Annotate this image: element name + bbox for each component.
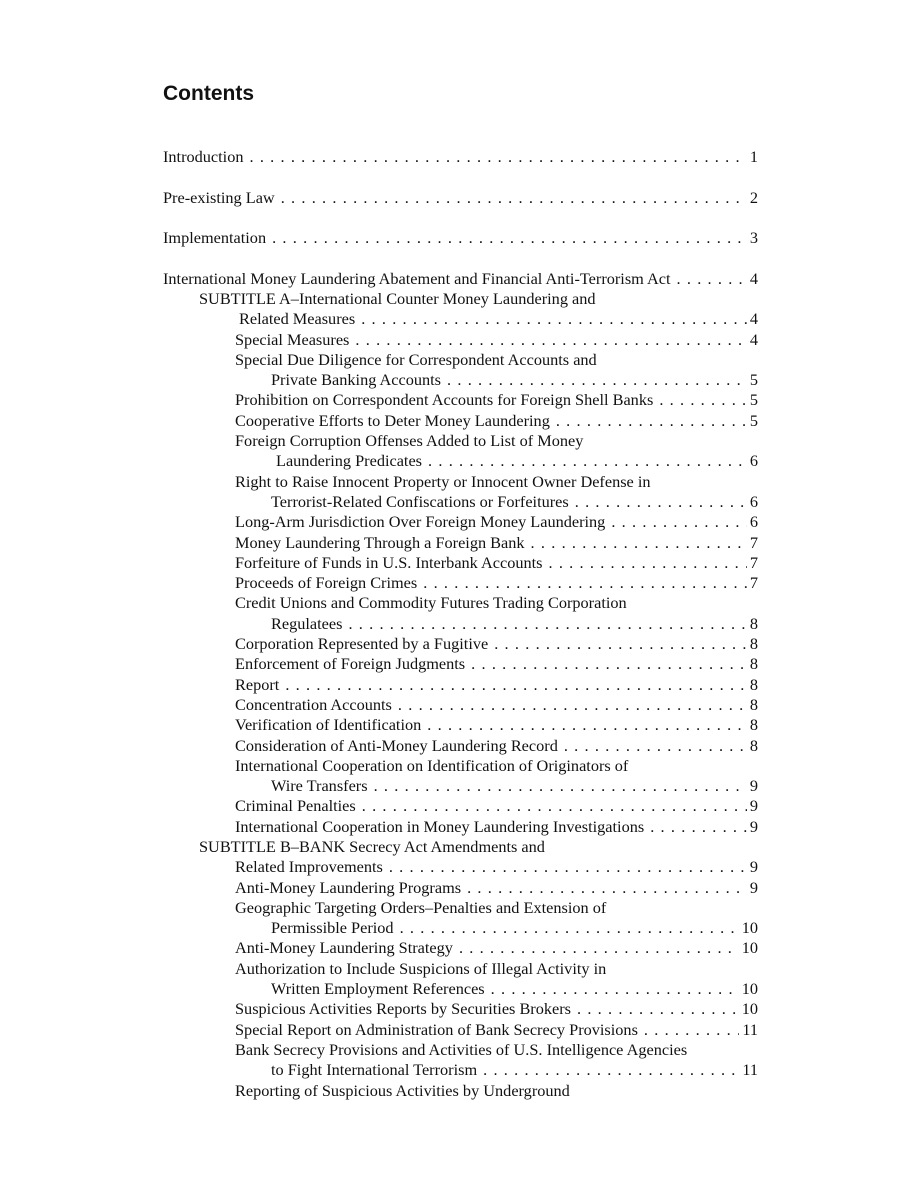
toc-entry-subtitle-b-line1[interactable]: SUBTITLE B–BANK Secrecy Act Amendments and <box>199 837 545 856</box>
dot-leader <box>249 147 746 167</box>
toc-page-number: 4 <box>749 269 758 288</box>
toc-entry-foreign-bank[interactable] <box>235 533 758 553</box>
dot-leader <box>361 309 747 329</box>
toc-entry-title: Anti-Money Laundering Strategy <box>235 938 453 957</box>
toc-entry-title: Laundering Predicates <box>276 451 423 470</box>
toc-page-number: 3 <box>749 228 758 247</box>
toc-entry-title: Anti-Money Laundering Programs <box>235 878 462 897</box>
toc-page-number: 5 <box>749 411 758 430</box>
toc-entry-title: Implementation <box>163 228 267 247</box>
dot-leader <box>659 390 747 410</box>
dot-leader <box>389 857 747 877</box>
toc-page-number: 8 <box>749 634 758 653</box>
dot-leader <box>611 512 747 532</box>
dot-leader <box>459 938 739 958</box>
toc-entry-title: Special Report on Administration of Bank Secrecy Provisions <box>235 1020 638 1039</box>
dot-leader <box>427 715 747 735</box>
toc-entry-preexisting-law[interactable] <box>163 188 758 208</box>
toc-entry-aml-strategy[interactable] <box>235 938 758 958</box>
toc-entry-credit-unions[interactable] <box>271 614 758 634</box>
toc-entry-innocent-owner[interactable] <box>271 492 758 512</box>
dot-leader <box>281 188 747 208</box>
toc-page-number: 4 <box>749 309 758 328</box>
toc-entry-foreign-corruption-line1[interactable]: Foreign Corruption Offenses Added to List of Money <box>235 431 584 450</box>
toc-page-number: 5 <box>749 390 758 409</box>
toc-page-number: 11 <box>742 1060 758 1079</box>
toc-entry-intelligence-agencies[interactable] <box>271 1060 758 1080</box>
toc-entry-special-report[interactable] <box>235 1020 758 1040</box>
dot-leader <box>355 330 746 350</box>
dot-leader <box>575 492 747 512</box>
toc-entry-implementation[interactable] <box>163 228 758 248</box>
dot-leader <box>362 796 747 816</box>
toc-page-number: 1 <box>749 147 758 166</box>
dot-leader <box>428 451 747 471</box>
toc-entry-subtitle-a[interactable] <box>239 309 758 329</box>
toc-entry-title: Forfeiture of Funds in U.S. Interbank Accounts <box>235 553 543 572</box>
toc-entry-aml-record[interactable] <box>235 736 758 756</box>
toc-page-number: 9 <box>749 776 758 795</box>
toc-page-number: 10 <box>741 918 758 937</box>
toc-entry-underground-line1[interactable]: Reporting of Suspicious Activities by Underground <box>235 1081 570 1100</box>
toc-entry-title: Proceeds of Foreign Crimes <box>235 573 418 592</box>
toc-entry-credit-unions-line1[interactable]: Credit Unions and Commodity Futures Trading Corporation <box>235 593 627 612</box>
toc-page-number: 8 <box>749 675 758 694</box>
toc-entry-title: Permissible Period <box>271 918 394 937</box>
toc-entry-wire-transfers[interactable] <box>271 776 758 796</box>
toc-entry-title: Related Measures <box>239 309 356 328</box>
toc-page-number: 2 <box>749 188 758 207</box>
toc-entry-title: Special Measures <box>235 330 350 349</box>
toc-page-number: 7 <box>749 533 758 552</box>
toc-page-number: 8 <box>749 654 758 673</box>
toc-entry-title: Regulatees <box>271 614 343 633</box>
toc-page-number: 8 <box>749 715 758 734</box>
toc-page-number: 9 <box>749 857 758 876</box>
toc-entry-fugitive[interactable] <box>235 634 758 654</box>
toc-entry-title: Report <box>235 675 280 694</box>
toc-entry-aml-programs[interactable] <box>235 878 758 898</box>
toc-page-number: 10 <box>741 979 758 998</box>
toc-entry-subtitle-b[interactable] <box>235 857 758 877</box>
toc-entry-cooperative-efforts[interactable] <box>235 411 758 431</box>
toc-entry-international-act[interactable] <box>163 269 758 289</box>
toc-entry-foreign-crimes[interactable] <box>235 573 758 593</box>
toc-entry-title: Written Employment References <box>271 979 485 998</box>
toc-entry-title: Enforcement of Foreign Judgments <box>235 654 466 673</box>
dot-leader <box>374 776 747 796</box>
toc-entry-title: Pre-existing Law <box>163 188 275 207</box>
dot-leader <box>644 1020 739 1040</box>
toc-entry-verification[interactable] <box>235 715 758 735</box>
dot-leader <box>398 695 747 715</box>
toc-entry-innocent-owner-line1[interactable]: Right to Raise Innocent Property or Innocent Owner Defense in <box>235 472 651 491</box>
toc-page-number: 10 <box>741 938 758 957</box>
toc-entry-introduction[interactable] <box>163 147 758 167</box>
toc-entry-title: Verification of Identification <box>235 715 422 734</box>
toc-entry-title: International Money Laundering Abatement and Financial Anti-Terrorism Act <box>163 269 671 288</box>
toc-entry-special-measures[interactable] <box>235 330 758 350</box>
dot-leader <box>285 675 747 695</box>
dot-leader <box>564 736 747 756</box>
toc-entry-title: Private Banking Accounts <box>271 370 442 389</box>
toc-entry-foreign-corruption[interactable] <box>276 451 758 471</box>
toc-page-number: 4 <box>749 330 758 349</box>
toc-page-number: 6 <box>749 512 758 531</box>
toc-entry-intelligence-agencies-line1[interactable]: Bank Secrecy Provisions and Activities of U.S. Intelligence Agencies <box>235 1040 688 1059</box>
toc-entry-title: Terrorist-Related Confiscations or Forfeitures <box>271 492 569 511</box>
dot-leader <box>677 269 747 289</box>
toc-entry-intl-cooperation-investigations[interactable] <box>235 817 758 837</box>
toc-entry-interbank-accounts[interactable] <box>235 553 758 573</box>
toc-page-number: 10 <box>741 999 758 1018</box>
toc-page-number: 7 <box>749 553 758 572</box>
toc-entry-geographic-targeting-line1[interactable]: Geographic Targeting Orders–Penalties and Extension of <box>235 898 607 917</box>
dot-leader <box>483 1060 739 1080</box>
toc-entry-criminal-penalties[interactable] <box>235 796 758 816</box>
toc-entry-foreign-judgments[interactable] <box>235 654 758 674</box>
toc-entry-title: International Cooperation in Money Laundering Investigations <box>235 817 645 836</box>
toc-page-number: 11 <box>742 1020 758 1039</box>
dot-leader <box>400 918 739 938</box>
toc-entry-title: Cooperative Efforts to Deter Money Laundering <box>235 411 550 430</box>
toc-entry-securities-brokers[interactable] <box>235 999 758 1019</box>
toc-page-number: 6 <box>749 492 758 511</box>
toc-entry-prohibition-shell-banks[interactable] <box>235 390 758 410</box>
toc-page-number: 9 <box>749 796 758 815</box>
toc-entry-report[interactable] <box>235 675 758 695</box>
toc-entry-title: Introduction <box>163 147 244 166</box>
dot-leader <box>471 654 747 674</box>
toc-page-number: 6 <box>749 451 758 470</box>
dot-leader <box>531 533 747 553</box>
toc-entry-employment-references-line1[interactable]: Authorization to Include Suspicions of Illegal Activity in <box>235 959 607 978</box>
dot-leader <box>577 999 739 1019</box>
dot-leader <box>348 614 746 634</box>
toc-page-number: 9 <box>749 878 758 897</box>
toc-entry-subtitle-a-line1[interactable]: SUBTITLE A–International Counter Money Laundering and <box>199 289 596 308</box>
toc-page-number: 8 <box>749 695 758 714</box>
toc-entry-long-arm[interactable] <box>235 512 758 532</box>
toc-entry-title: Prohibition on Correspondent Accounts for Foreign Shell Banks <box>235 390 654 409</box>
dot-leader <box>556 411 747 431</box>
toc-entry-title: Related Improvements <box>235 857 383 876</box>
toc-entry-title: Wire Transfers <box>271 776 368 795</box>
toc-entry-title: Long-Arm Jurisdiction Over Foreign Money Laundering <box>235 512 606 531</box>
dot-leader <box>549 553 747 573</box>
toc-entry-geographic-targeting[interactable] <box>271 918 758 938</box>
toc-entry-employment-references[interactable] <box>271 979 758 999</box>
dot-leader <box>423 573 747 593</box>
toc-entry-title: Suspicious Activities Reports by Securities Brokers <box>235 999 571 1018</box>
toc-entry-title: Criminal Penalties <box>235 796 356 815</box>
toc-entry-title: Corporation Represented by a Fugitive <box>235 634 489 653</box>
toc-page-number: 9 <box>749 817 758 836</box>
dot-leader <box>650 817 747 837</box>
toc-entry-title: Concentration Accounts <box>235 695 392 714</box>
page-title: Contents <box>163 82 254 105</box>
toc-entry-concentration-accounts[interactable] <box>235 695 758 715</box>
toc-entry-wire-transfers-line1[interactable]: International Cooperation on Identification of Originators of <box>235 756 629 775</box>
toc-page-number: 7 <box>749 573 758 592</box>
toc-entry-special-due-diligence-line1[interactable]: Special Due Diligence for Correspondent Accounts and <box>235 350 597 369</box>
dot-leader <box>494 634 747 654</box>
toc-page-number: 8 <box>749 736 758 755</box>
toc-entry-title: Consideration of Anti-Money Laundering Record <box>235 736 558 755</box>
dot-leader <box>491 979 739 999</box>
toc-page-number: 8 <box>749 614 758 633</box>
toc-entry-special-due-diligence[interactable] <box>271 370 758 390</box>
toc-page-number: 5 <box>749 370 758 389</box>
dot-leader <box>467 878 747 898</box>
dot-leader <box>447 370 747 390</box>
toc-entry-title: Money Laundering Through a Foreign Bank <box>235 533 525 552</box>
dot-leader <box>272 228 747 248</box>
toc-entry-title: to Fight International Terrorism <box>271 1060 478 1079</box>
